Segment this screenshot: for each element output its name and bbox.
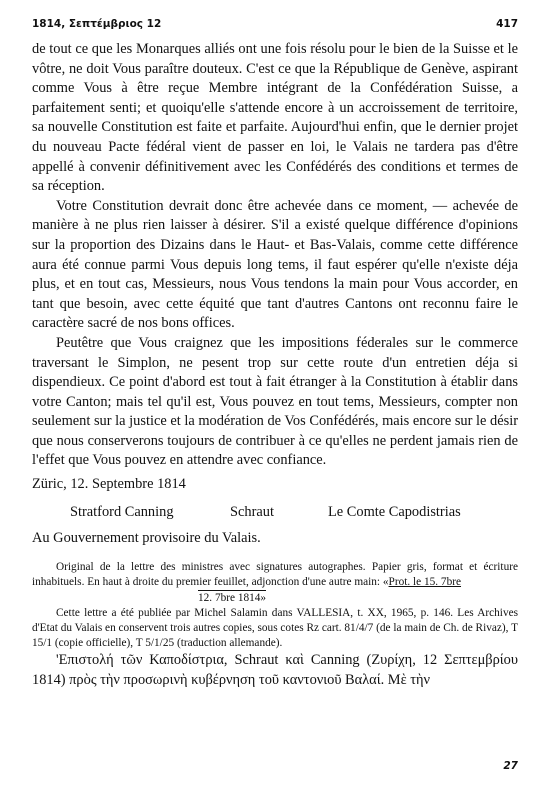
editorial-notes [32, 560, 518, 651]
paragraph-1: de tout ce que les Monarques alliés ont une fois résolu pour le bien de la Suisse et le vôtre, ne doit Vous paraître douteux. C'est ce que la République de Genève, aspirant comme Vous à être reçue Membre intégrant de la Confédération Suisse, a parfaitement senti; et quoiqu'elle s'attende encore à un accroissement de territoire, sa nouvelle Constitution est faite et parfaite. Aujourd'hui enfin, que le dernier projet du nouveau Pacte fédéral vient de passer en loi, le Valais ne tardera pas d'être appellé à convenir définitivement avec les Confédérés des conditions et termes de sa réception. [32, 41, 518, 195]
header-date: 1814, Σεπτέμβριος 12 [32, 18, 162, 30]
dateline: Züric, 12. Septembre 1814 [32, 476, 186, 493]
note-2: Cette lettre a été publiée par Michel Salamin dans VALLESIA, t. XX, 1965, p. 146. Les Archives d'Etat du Valais en conservent trois autres copies, sous cotes Rz cart. 81/4/7 (de la main de Ch. de Rivaz), T 15/1 (copie officielle), T 5/1/25 (traduction allemande). [32, 607, 519, 650]
page-number: 417 [496, 18, 518, 30]
paragraph-2: Votre Constitution devrait donc être achevée dans ce moment, — achevée de manière à ne plus rien laisser à désirer. S'il a existé quelque différence d'opinions sur la proportion des Dizains dans le Haut- et Bas-Valais, comme cette différence aura été connue parmi Vous depuis long tems, il faut espérer qu'elle n'existe déja plus, et en tout cas, Messieurs, nous Vous tendons la main pour Vous accorder, en tant que besoin, avec cette équité que tant d'autres Cantons ont reconnu faire le caractère sacré de nos bons offices. [32, 197, 518, 332]
note-1-text: Original de la lettre des ministres avec signatures autographes. Papier gris, format et écriture inhabituels. En haut à droite du premier feuillet, adjonction d'une autre main: « [32, 561, 518, 589]
signature-capodistrias: Le Comte Capodistrias [328, 503, 461, 520]
running-header [32, 18, 518, 34]
addressee: Au Gouvernement provisoire du Valais. [32, 529, 261, 546]
main-text [32, 40, 518, 690]
signature-canning: Stratford Canning [70, 503, 174, 520]
greek-summary: 'Επιστολή τῶν Καποδίστρια, Schraut καὶ Canning (Ζυρίχη, 12 Σεπτεμβρίου 1814) πρὸς τὴν προσωρινὴ κυβέρνηση τοῦ καντονιοῦ Βαλαί. Μὲ τὴν [32, 652, 518, 688]
note-1-date-line [32, 590, 518, 606]
signature-schraut: Schraut [230, 503, 274, 520]
note-1 [32, 560, 518, 590]
note-1-date: 12. 7bre 1814» [198, 592, 267, 605]
note-1-prot: Prot. le 15. 7bre [388, 576, 462, 589]
paragraph-3: Peutêtre que Vous craignez que les impositions féderales sur le commerce traversant le Simplon, ne pesent trop sur cette route d'un entretien déja si dispendieux. Ce point d'abord est tout à fait étranger à la Constitution à établir dans votre Canton; mais tel qu'il est, Vous pouvez en tout tems, Messieurs, compter non seulement sur la justice et la modération de Vos Confédérés, mais encore sur le désir que nous conserverons toujours de contribuer à ce qu'elles ne perdent jamais rien de l'effet que Vous pouvez en attendre avec confiance. [32, 334, 518, 469]
signatures [32, 503, 518, 525]
signature-mark: 27 [503, 760, 518, 772]
